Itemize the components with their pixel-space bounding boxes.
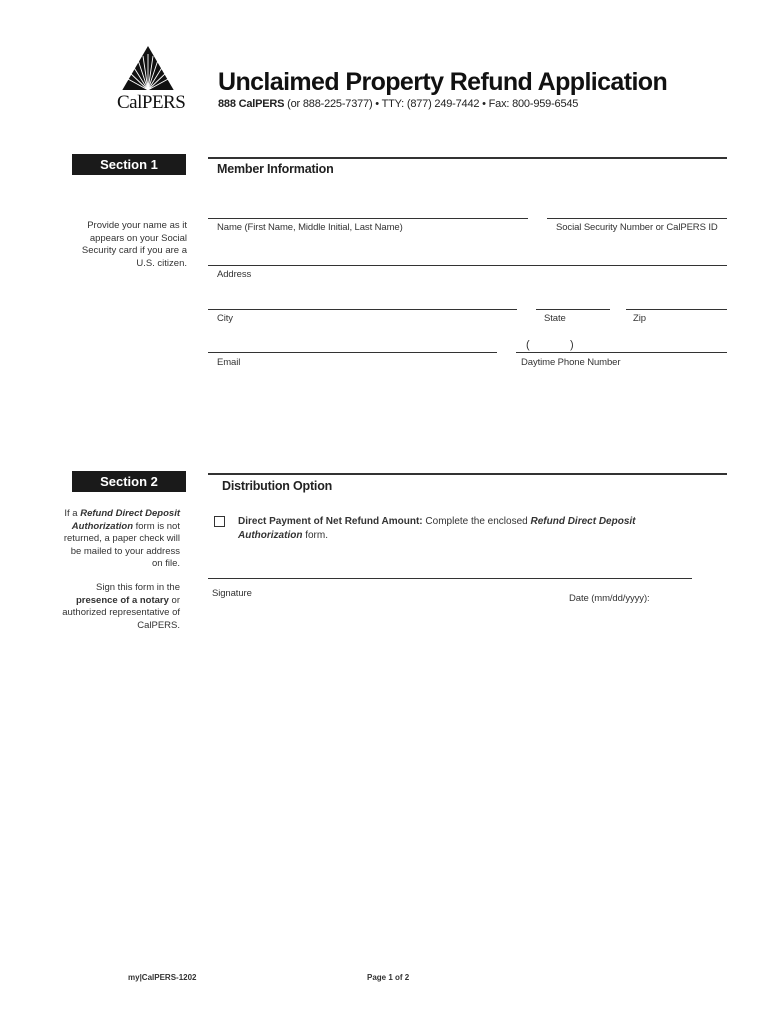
name-label: Name (First Name, Middle Initial, Last Name) <box>217 222 403 233</box>
zip-field-line[interactable] <box>626 309 727 310</box>
option-bold: Direct Payment of Net Refund Amount: <box>238 516 423 527</box>
section-2-tab: Section 2 <box>72 471 186 492</box>
logo-text: CalPERS <box>117 92 186 113</box>
section-2-note-notary <box>60 582 180 632</box>
date-label: Date (mm/dd/yyyy): <box>569 593 650 604</box>
section-1-heading: Member Information <box>217 162 334 176</box>
contact-line <box>218 98 578 110</box>
phone-field-line[interactable] <box>516 352 727 353</box>
page-title: Unclaimed Property Refund Application <box>218 68 668 96</box>
address-label: Address <box>217 269 252 280</box>
section-2-note-deposit <box>60 508 180 571</box>
section-1-rule <box>208 157 727 159</box>
page-number: Page 1 of 2 <box>367 973 410 982</box>
note-deposit-bold: Refund Direct Deposit Authorization <box>71 508 180 532</box>
state-label: State <box>544 313 566 324</box>
note-notary-bold: presence of a notary <box>75 594 169 606</box>
email-field-line[interactable] <box>208 352 497 353</box>
section-1-sidenote: Provide your name as it appears on your Social Security card if you are a U.S. citizen. <box>81 220 187 269</box>
section-2-rule <box>208 473 727 475</box>
address-field-line[interactable] <box>208 265 727 266</box>
option-italic: Refund Direct Deposit Authorization <box>238 516 636 541</box>
direct-payment-option-text <box>238 515 698 543</box>
city-label: City <box>217 313 233 324</box>
contact-numbers: (or 888-225-7377) • TTY: (877) 249-7442 • Fax: 800-959-6545 <box>284 98 579 110</box>
area-code-close: ) <box>570 339 574 351</box>
note-notary-post: or authorized representative of CalPERS. <box>62 594 180 631</box>
option-mid: Complete the enclosed <box>422 516 531 527</box>
phone-label: Daytime Phone Number <box>521 357 621 368</box>
email-label: Email <box>217 357 241 368</box>
note-notary-pre: Sign this form in the <box>96 582 180 593</box>
state-field-line[interactable] <box>536 309 610 310</box>
calpers-logo-icon <box>112 44 187 96</box>
note-deposit-post: form is not returned, a paper check will be mailed to your address on file. <box>63 520 180 569</box>
note-deposit-pre: If a <box>64 508 81 519</box>
direct-payment-checkbox[interactable] <box>214 516 225 527</box>
name-field-line[interactable] <box>208 218 528 219</box>
form-id: my|CalPERS-1202 <box>128 973 197 982</box>
section-1-tab: Section 1 <box>72 154 186 175</box>
calpers-logo <box>112 44 187 116</box>
signature-field-line[interactable] <box>208 578 692 579</box>
section-2-heading: Distribution Option <box>222 479 333 493</box>
zip-label: Zip <box>633 313 646 324</box>
ssn-field-line[interactable] <box>547 218 727 219</box>
ssn-label: Social Security Number or CalPERS ID <box>556 222 718 233</box>
city-field-line[interactable] <box>208 309 517 310</box>
signature-label: Signature <box>212 588 252 599</box>
area-code-open: ( <box>526 339 530 351</box>
option-end: form. <box>302 530 328 541</box>
contact-brand: 888 CalPERS <box>218 98 285 110</box>
